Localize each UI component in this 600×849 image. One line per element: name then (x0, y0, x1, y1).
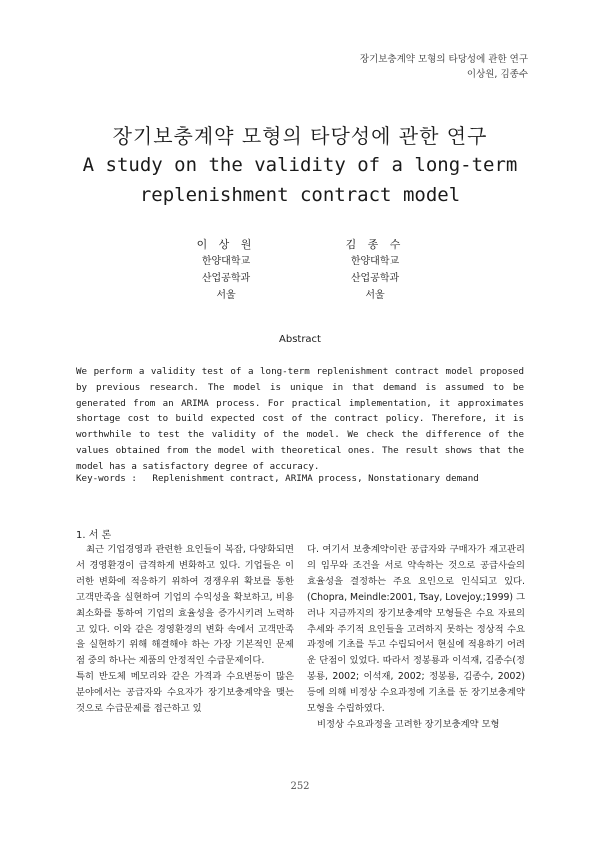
body-column-left (76, 542, 294, 717)
abstract-body: We perform a validity test of a long-term replenishment contract model proposed by previous research. The model is unique in that demand is assumed to be generated from an ARIMA process. For practical implementation, it approximates shortage cost to build expected cost of the contract policy. Therefore, it is worthwhile to test the validity of the model. We check the difference of the values obtained from the model with theoretical ones. The result shows that the model has a satisfactory degree of accuracy. (76, 366, 524, 472)
running-header (360, 52, 528, 82)
section-heading: 1. 서 론 (76, 530, 112, 541)
body-column-right (307, 542, 525, 733)
author-1-city: 서울 (216, 290, 236, 301)
body-paragraph: 다. 여기서 보충계약이란 공급자와 구매자가 재고관리의 임무와 조건을 서로 약속하는 것으로 공급사슬의 효율성을 결정하는 주요 요인으로 인식되고 있다.(Chopra, Meindle:2001, Tsay, Lovejoy.;1999) 그러나 지금까지의 장기보충계약 모형들은 수요 자료의 추세와 주기적 요인들을 고려하지 못하는 정상적 수요과정에 기초를 두고 수립되어서 현실에 적용하기 어려운 단점이 있었다. 따라서 정봉룡과 이석재, 김종수(정봉룡, 2002; 이석재, 2002; 정봉룡, 김종수, 2002) 등에 의해 비정상 수요과정에 기초를 둔 장기보충계약 모형을 수립하였다. (307, 544, 525, 715)
page-number: 252 (290, 781, 310, 792)
author-1 (166, 236, 286, 304)
author-2-name: 김 종 수 (345, 238, 405, 251)
title-english-line2: replenishment contract model (139, 184, 461, 206)
author-2-city: 서울 (365, 290, 385, 301)
body-paragraph: 최근 기업경영과 관련한 요인들이 복잡, 다양화되면서 경영환경이 급격하게 변화하고 있다. 기업들은 이러한 변화에 적응하기 위하여 경쟁우위 확보를 통한 고객만족을 실현하여 기업의 수익성을 확보하고, 비용 최소화를 통하여 기업의 효율성을 증가시키려 노력하고 있다. 이와 같은 경영환경의 변화 속에서 고객만족을 실현하기 위해 해결해야 하는 가장 기본적인 문제점 중의 하나는 제품의 안정적인 수급문제이다. (76, 544, 294, 667)
abstract-heading: Abstract (279, 334, 321, 345)
body-paragraph: 비정상 수요과정을 고려한 장기보충계약 모형 (317, 718, 500, 730)
title-english-line1: A study on the validity of a long-term (82, 154, 518, 176)
keywords (76, 473, 524, 484)
author-1-university: 한양대학교 (201, 256, 251, 267)
author-1-name: 이 상 원 (196, 238, 256, 251)
title-block (0, 122, 600, 210)
keywords-label: Key-words : (76, 473, 137, 484)
title-korean: 장기보충계약 모형의 타당성에 관한 연구 (112, 124, 488, 148)
author-2-department: 산업공학과 (350, 273, 400, 284)
author-1-department: 산업공학과 (201, 273, 251, 284)
keywords-text: Replenishment contract, ARIMA process, Nonstationary demand (152, 473, 479, 484)
body-paragraph: 특히 반도체 메모리와 같은 가격과 수요변동이 많은 분야에서는 공급자와 수요자가 장기보충계약을 맺는 것으로 수급문제를 접근하고 있 (76, 671, 294, 715)
running-header-authors: 이상원, 김종수 (466, 69, 528, 80)
author-2-university: 한양대학교 (350, 256, 400, 267)
author-2 (315, 236, 435, 304)
running-header-title: 장기보충계약 모형의 타당성에 관한 연구 (359, 54, 528, 65)
